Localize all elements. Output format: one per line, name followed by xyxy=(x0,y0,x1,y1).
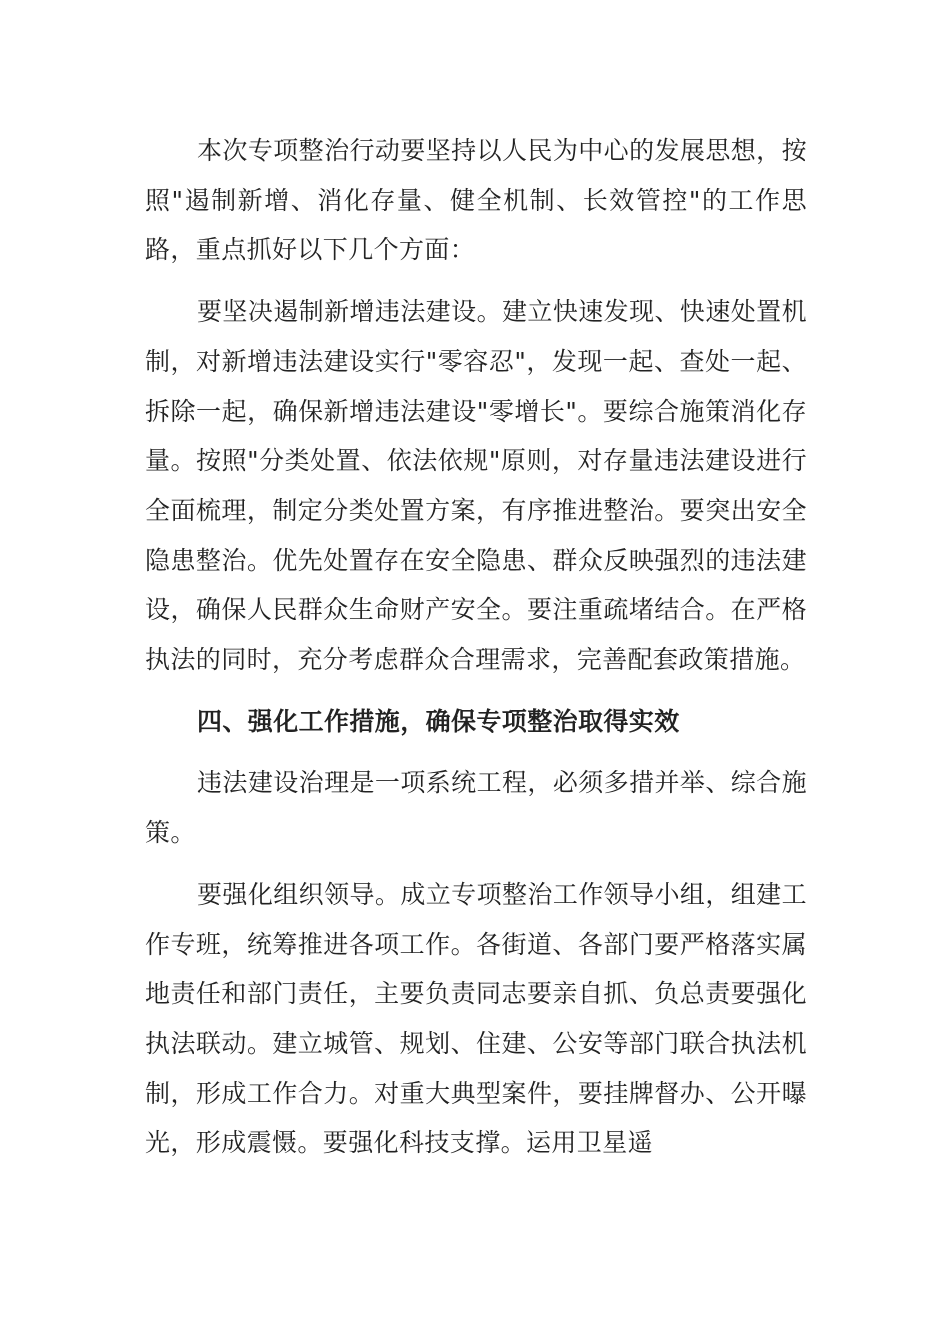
section-heading: 四、强化工作措施，确保专项整治取得实效 xyxy=(197,706,680,736)
paragraph-measures: 要坚决遏制新增违法建设。建立快速发现、快速处置机制，对新增违法建设实行"零容忍"，发现一起、查处一起、拆除一起，确保新增违法建设"零增长"。要综合施策消化存量。按照"分类处置、依法依规"原则，对存量违法建设进行全面梳理，制定分类处置方案，有序推进整治。要突出安全隐患整治。优先处置存在安全隐患、群众反映强烈的违法建设，确保人民群众生命财产安全。要注重疏堵结合。在严格执法的同时，充分考虑群众合理需求，完善配套政策措施。 xyxy=(145,297,807,675)
paragraph-organization: 要强化组织领导。成立专项整治工作领导小组，组建工作专班，统筹推进各项工作。各街道、各部门要严格落实属地责任和部门责任，主要负责同志要亲自抓、负总责要强化执法联动。建立城管、规划、住建、公安等部门联合执法机制，形成工作合力。对重大典型案件，要挂牌督办、公开曝光，形成震慑。要强化科技支撑。运用卫星遥 xyxy=(145,879,807,1158)
paragraph-intro: 本次专项整治行动要坚持以人民为中心的发展思想，按照"遏制新增、消化存量、健全机制、长效管控"的工作思路，重点抓好以下几个方面： xyxy=(145,136,807,265)
document-body xyxy=(145,126,807,1180)
paragraph-system-engineering: 违法建设治理是一项系统工程，必须多措并举、综合施策。 xyxy=(145,768,807,848)
